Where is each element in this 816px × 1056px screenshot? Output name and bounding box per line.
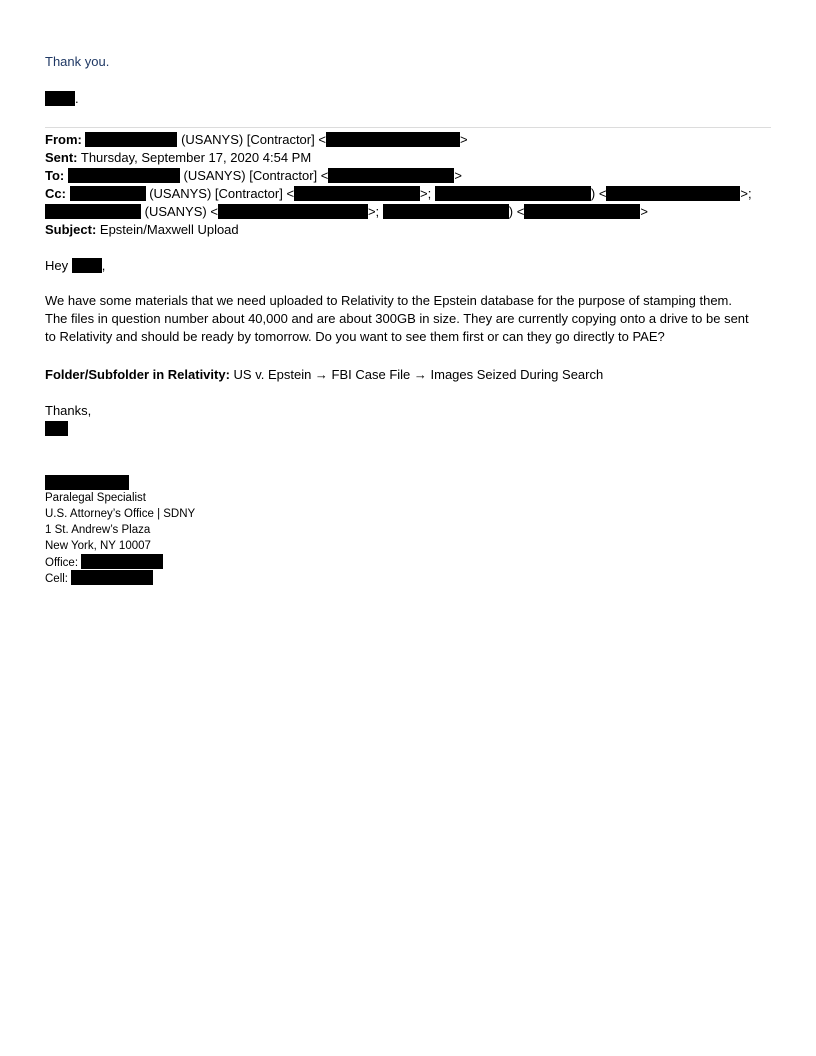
signature-name xyxy=(45,475,129,491)
from-label: From: xyxy=(45,132,82,147)
header-divider xyxy=(45,127,771,128)
cc-org: (USANYS) [Contractor] < xyxy=(145,186,295,201)
redaction-box xyxy=(70,186,146,201)
cc-line xyxy=(45,186,752,202)
redaction-box xyxy=(71,570,153,585)
signature-office: U.S. Attorney’s Office | SDNY xyxy=(45,508,196,520)
cc-separator: >; xyxy=(367,204,383,219)
redaction-box xyxy=(328,168,454,183)
body-paragraph-line: We have some materials that we need uploaded to Relativity to the Epstein database for the purpose of stamping them. xyxy=(45,293,732,308)
redaction-box xyxy=(81,554,163,569)
cell-label: Cell: xyxy=(45,573,72,585)
redaction-box xyxy=(326,132,460,147)
cc-separator: ) < xyxy=(508,204,525,219)
redaction-box xyxy=(606,186,740,201)
sent-label: Sent: xyxy=(45,150,78,165)
cc-close: > xyxy=(640,204,648,219)
sent-line xyxy=(45,150,311,166)
redaction-box xyxy=(45,204,141,219)
subject-line xyxy=(45,222,239,238)
subject-label: Subject: xyxy=(45,222,97,237)
cc-org: (USANYS) < xyxy=(141,204,218,219)
signature-title: Paralegal Specialist xyxy=(45,492,147,504)
folder-line xyxy=(45,367,603,383)
redaction-box xyxy=(383,204,509,219)
redaction-box xyxy=(435,186,591,201)
redaction-box xyxy=(85,132,177,147)
closing-signature xyxy=(45,421,68,437)
signature-office-phone xyxy=(45,554,163,571)
redaction-box xyxy=(72,258,102,273)
cc-separator: >; xyxy=(420,186,435,201)
folder-label: Folder/Subfolder in Relativity: xyxy=(45,367,230,382)
folder-path: US v. Epstein → FBI Case File → Images Seized During Search xyxy=(229,367,604,382)
redaction-box xyxy=(524,204,640,219)
reply-text: Thank you. xyxy=(45,54,110,69)
signature-cell-phone xyxy=(45,570,153,587)
signature-address2: New York, NY 10007 xyxy=(45,540,151,552)
to-close: > xyxy=(454,168,462,183)
to-org: (USANYS) [Contractor] < xyxy=(179,168,329,183)
cc-label: Cc: xyxy=(45,186,66,201)
to-label: To: xyxy=(45,168,65,183)
from-org: (USANYS) [Contractor] < xyxy=(177,132,326,147)
subject-value: Epstein/Maxwell Upload xyxy=(96,222,239,237)
greeting xyxy=(45,258,105,274)
redaction-box xyxy=(218,204,368,219)
body-paragraph-line: The files in question number about 40,000 and are about 300GB in size. They are currently copying onto a drive to be sent xyxy=(45,311,749,326)
redaction-box xyxy=(45,91,75,106)
from-close: > xyxy=(459,132,468,147)
office-label: Office: xyxy=(45,557,82,569)
cc-line-continued xyxy=(45,204,648,220)
redaction-box xyxy=(68,168,180,183)
redaction-box xyxy=(45,475,129,490)
redaction-box xyxy=(45,421,68,436)
greeting-end: , xyxy=(101,258,106,273)
closing: Thanks, xyxy=(45,403,92,418)
to-line xyxy=(45,168,462,184)
from-line xyxy=(45,132,468,148)
greeting-text: Hey xyxy=(45,258,72,273)
body-paragraph-line: to Relativity and should be ready by tomorrow. Do you want to see them first or can they go directly to PAE? xyxy=(45,329,665,344)
signature-address1: 1 St. Andrew’s Plaza xyxy=(45,524,151,536)
sent-value: Thursday, September 17, 2020 4:54 PM xyxy=(77,150,312,165)
cc-separator: ) < xyxy=(590,186,607,201)
cc-separator: >; xyxy=(740,186,752,201)
reply-signature: . xyxy=(45,91,79,107)
redaction-box xyxy=(294,186,420,201)
